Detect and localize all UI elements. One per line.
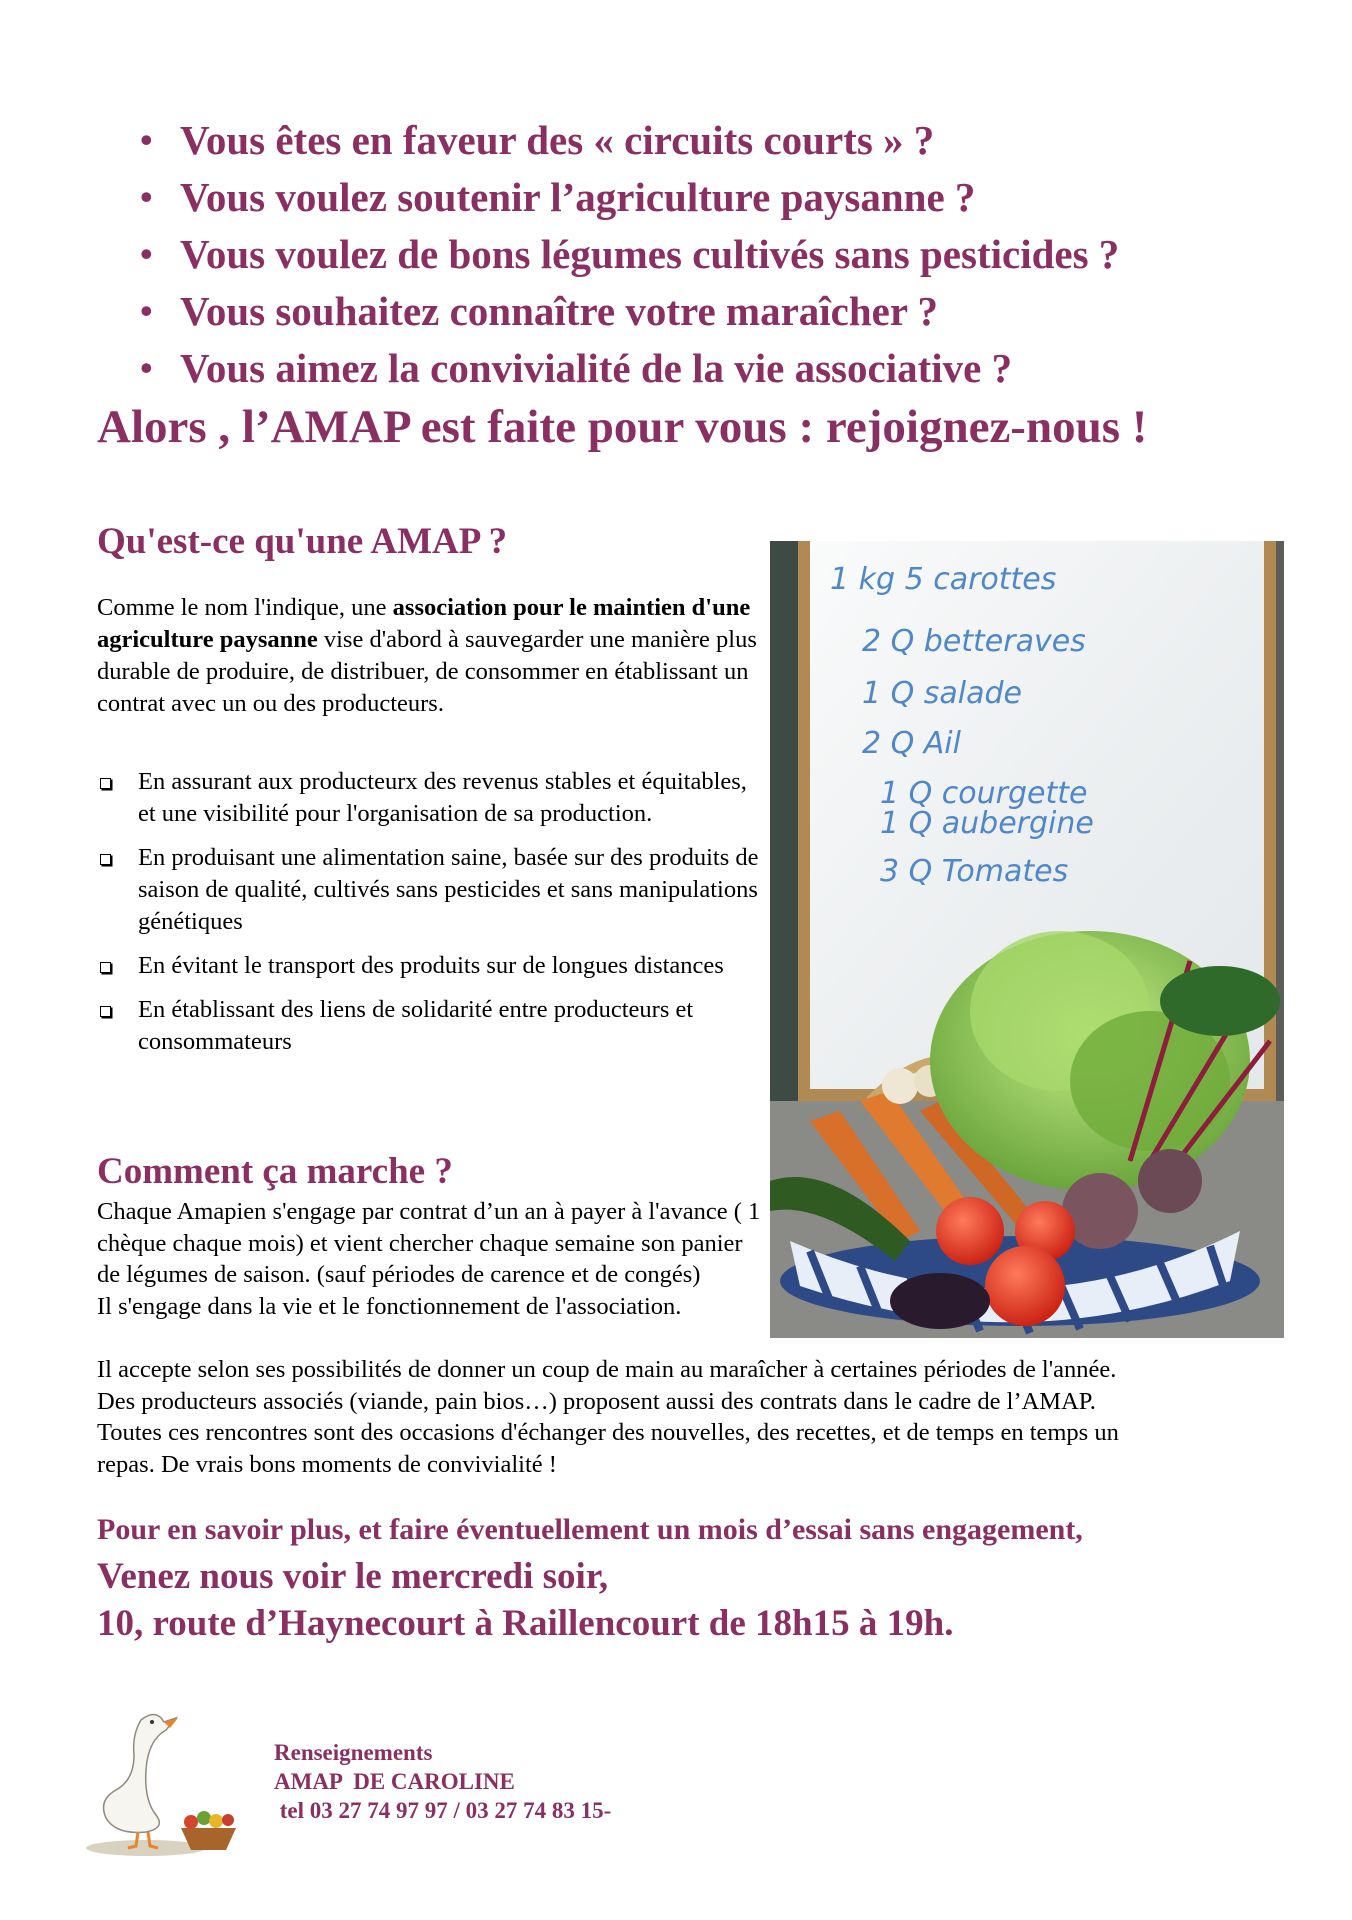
intro-bullet: • Vous voulez de bons légumes cultivés sans pesticides ?	[140, 226, 1290, 283]
checkbox-bullet-icon	[100, 854, 111, 865]
photo-illustration	[770, 541, 1284, 1338]
contact-block	[274, 1738, 611, 1825]
board-line: 2 Q betteraves	[862, 624, 1086, 659]
intro-bullet: • Vous voulez soutenir l’agriculture paysanne ?	[140, 169, 1290, 226]
headline: Alors , l’AMAP est faite pour vous : rejoignez-nous !	[97, 401, 1148, 453]
contact-label: Renseignements	[274, 1740, 433, 1765]
paragraph-line: Des producteurs associés (viande, pain bios…) proposent aussi des contrats dans le cadre de l’AMAP.	[97, 1387, 1096, 1415]
checkbox-bullet-icon	[100, 1006, 111, 1017]
bullet-icon: •	[140, 234, 153, 274]
checkbox-bullet-icon	[100, 778, 111, 789]
board-line: 1 Q salade	[862, 676, 1023, 711]
board-line: 2 Q Ail	[862, 726, 961, 761]
bullet-icon: •	[140, 177, 153, 217]
bullet-icon: •	[140, 348, 153, 388]
benefit-item: En évitant le transport des produits sur de longues distances	[97, 950, 767, 982]
vegetable-basket-photo	[770, 541, 1284, 1338]
intro-bullet: • Vous aimez la convivialité de la vie associative ?	[140, 340, 1290, 397]
paragraph: Chaque Amapien s'engage par contrat d’un an à payer à l'avance ( 1 chèque chaque mois) et vient chercher chaque semaine son panier de légumes de saison. (sauf périodes de carence et de congés)	[97, 1198, 761, 1288]
benefit-item: En assurant aux producteurx des revenus stables et équitables, et une visibilité pour l'organisation de sa production.	[97, 766, 767, 830]
board-line: 1 Q aubergine	[880, 806, 1094, 841]
cta-intro: Pour en savoir plus, et faire éventuellement un mois d’essai sans engagement,	[97, 1513, 1083, 1546]
bullet-icon: •	[140, 291, 153, 331]
goose-logo-icon	[86, 1700, 256, 1860]
benefit-item: En produisant une alimentation saine, basée sur des produits de saison de qualité, cultivés sans pesticides et sans manipulations génétiques	[97, 842, 767, 938]
intro-bullet: • Vous souhaitez connaître votre maraîcher ?	[140, 283, 1290, 340]
how-text-narrow	[97, 1196, 767, 1322]
organization-name: AMAP DE CAROLINE	[274, 1769, 515, 1794]
paragraph: Il s'engage dans la vie et le fonctionnement de l'association.	[97, 1292, 682, 1320]
phone-numbers: tel 03 27 74 97 97 / 03 27 74 83 15-	[274, 1798, 612, 1823]
benefit-item: En établissant des liens de solidarité entre producteurs et consommateurs	[97, 994, 767, 1058]
cta-meeting: Venez nous voir le mercredi soir,	[97, 1556, 609, 1597]
intro-bullet: • Vous êtes en faveur des « circuits courts » ?	[140, 112, 1290, 169]
cta-address: 10, route d’Haynecourt à Raillencourt de 18h15 à 19h.	[97, 1603, 954, 1644]
board-line: 1 Q courgette	[880, 776, 1088, 811]
section-title-amap: Qu'est-ce qu'une AMAP ?	[97, 521, 508, 562]
intro-bullet-list	[140, 112, 1290, 397]
section-title-how: Comment ça marche ?	[97, 1151, 453, 1192]
bullet-icon: •	[140, 120, 153, 160]
amap-description: Comme le nom l'indique, une association pour le maintien d'une agriculture paysanne vise d'abord à sauvegarder une manière plus durable de produire, de distribuer, de consommer en établissant un contrat avec un ou des producteurs.	[97, 594, 757, 717]
how-text-wide	[97, 1354, 1287, 1480]
paragraph-line: Toutes ces rencontres sont des occasions d'échanger des nouvelles, des recettes, et de temps en temps un	[97, 1419, 1119, 1446]
board-line: 1 kg 5 carottes	[830, 562, 1057, 597]
benefit-list	[97, 766, 767, 1070]
checkbox-bullet-icon	[100, 962, 111, 973]
paragraph-line: Il accepte selon ses possibilités de donner un coup de main au maraîcher à certaines périodes de l'année.	[97, 1356, 1117, 1383]
board-line: 3 Q Tomates	[880, 854, 1069, 889]
paragraph-line: repas. De vrais bons moments de convivialité !	[97, 1450, 557, 1478]
